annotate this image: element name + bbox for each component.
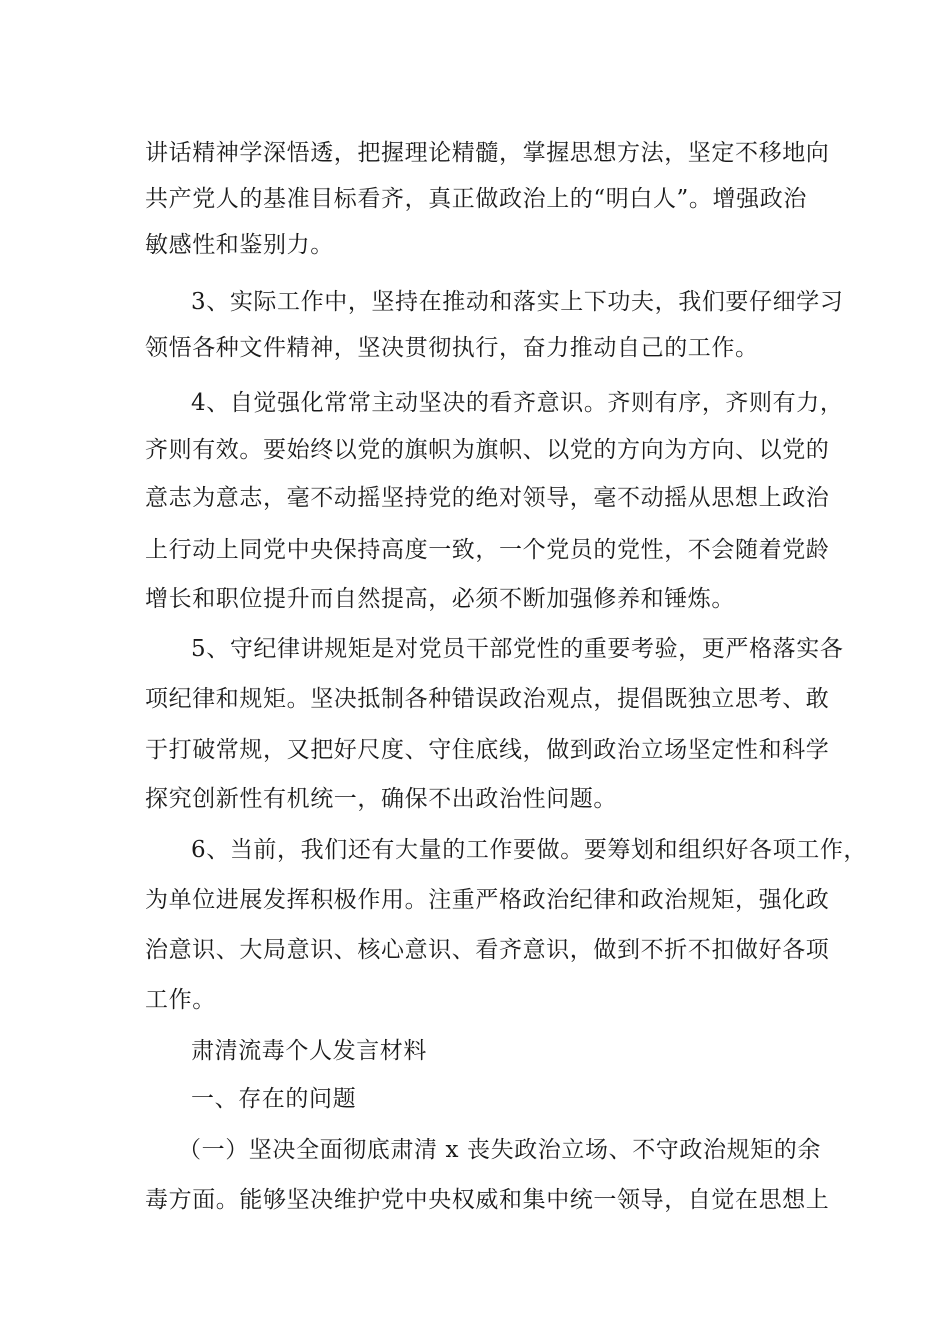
text-line-5: 领悟各种文件精神，坚决贯彻执行，奋力推动自己的工作。 [145,335,759,361]
text-line-18: 工作。 [145,987,216,1013]
text-line-14: 探究创新性有机统一，确保不出政治性问题。 [145,786,617,812]
text-line-21: （一）坚决全面彻底肃清 x 丧失政治立场、不守政治规矩的余 [178,1137,821,1163]
text-line-15: 6、当前，我们还有大量的工作要做。要筹划和组织好各项工作， [191,837,868,863]
text-line-1: 讲话精神学深悟透，把握理论精髓，掌握思想方法，坚定不移地向 [145,140,830,166]
text-line-3: 敏感性和鉴别力。 [145,232,334,258]
text-line-9: 上行动上同党中央保持高度一致，一个党员的党性，不会随着党龄 [145,537,830,563]
text-line-22: 毒方面。能够坚决维护党中央权威和集中统一领导，自觉在思想上 [145,1187,830,1213]
text-line-8: 意志为意志，毫不动摇坚持党的绝对领导，毫不动摇从思想上政治 [145,485,830,511]
text-line-10: 增长和职位提升而自然提高，必须不断加强修养和锤炼。 [145,586,735,612]
text-line-7: 齐则有效。要始终以党的旗帜为旗帜、以党的方向为方向、以党的 [145,437,830,463]
text-line-13: 于打破常规，又把好尺度、守住底线，做到政治立场坚定性和科学 [145,737,830,763]
text-line-11: 5、守纪律讲规矩是对党员干部党性的重要考验，更严格落实各 [191,636,844,662]
section-title: 肃清流毒个人发言材料 [191,1038,427,1064]
text-line-12: 项纪律和规矩。坚决抵制各种错误政治观点，提倡既独立思考、敢 [145,686,830,712]
text-line-2: 共产党人的基准目标看齐，真正做政治上的“明白人”。增强政治 [145,186,807,212]
text-line-16: 为单位进展发挥积极作用。注重严格政治纪律和政治规矩，强化政 [145,887,830,913]
section-heading-1: 一、存在的问题 [191,1086,357,1112]
text-line-4: 3、实际工作中，坚持在推动和落实上下功夫，我们要仔细学习 [191,289,844,315]
text-line-6: 4、自觉强化常常主动坚决的看齐意识。齐则有序，齐则有力， [191,390,844,416]
text-line-17: 治意识、大局意识、核心意识、看齐意识，做到不折不扣做好各项 [145,937,830,963]
